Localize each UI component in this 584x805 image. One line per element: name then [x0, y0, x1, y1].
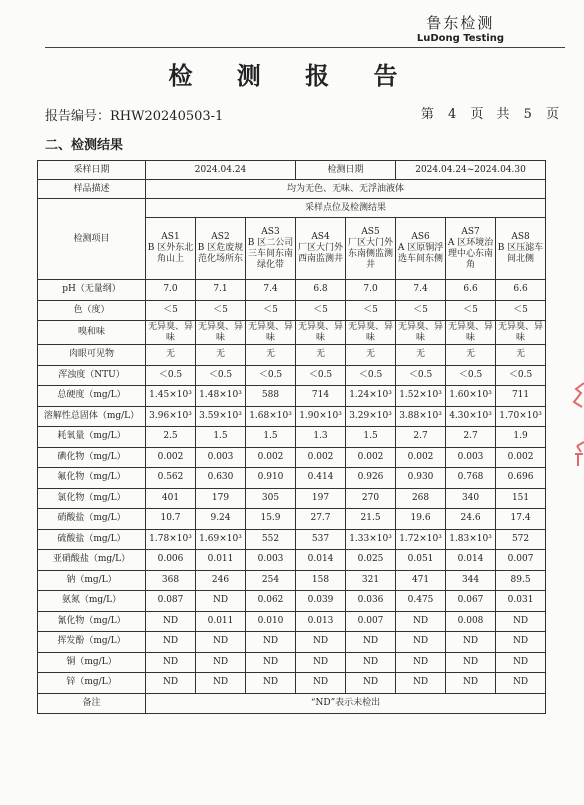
- result-cell: 无: [346, 345, 396, 366]
- sample-desc-label: 样品描述: [38, 180, 146, 199]
- table-row: [38, 488, 546, 509]
- result-cell: 0.926: [346, 468, 396, 489]
- company-name-cn: 鲁东检测: [426, 14, 495, 32]
- table-row: [38, 529, 546, 550]
- item-header: 检测项目: [38, 199, 146, 280]
- result-cell: 21.5: [346, 509, 396, 530]
- table-row: [38, 447, 546, 468]
- result-cell: 0.007: [496, 550, 546, 571]
- result-cell: 0.006: [146, 550, 196, 571]
- result-cell: 9.24: [196, 509, 246, 530]
- result-cell: 1.45×10³: [146, 386, 196, 407]
- result-cell: 0.031: [496, 591, 546, 612]
- table-row: [38, 468, 546, 489]
- result-cell: 无: [146, 345, 196, 366]
- site-code: AS4: [311, 232, 330, 242]
- result-cell: 无: [296, 345, 346, 366]
- red-seal-fragment-bottom: [570, 440, 584, 470]
- test-item-label: 铜（mg/L）: [38, 652, 146, 673]
- table-row: [38, 652, 546, 673]
- report-title: 检 测 报 告: [168, 61, 416, 90]
- result-cell: 197: [296, 488, 346, 509]
- result-cell: 24.6: [446, 509, 496, 530]
- result-cell: 15.9: [246, 509, 296, 530]
- result-cell: ND: [446, 673, 496, 694]
- result-cell: ＜0.5: [346, 365, 396, 386]
- site-header-7: [446, 218, 496, 280]
- result-cell: ND: [146, 673, 196, 694]
- table-row: [38, 280, 546, 301]
- result-cell: ND: [246, 632, 296, 653]
- header-divider: [45, 47, 565, 48]
- result-cell: 179: [196, 488, 246, 509]
- table-row: [38, 345, 546, 366]
- result-cell: 0.036: [346, 591, 396, 612]
- result-cell: ＜5: [496, 300, 546, 321]
- remark-row: [38, 693, 546, 713]
- result-cell: ND: [446, 632, 496, 653]
- test-item-label: 氨氮（mg/L）: [38, 591, 146, 612]
- test-date-label: 检测日期: [296, 161, 396, 180]
- result-cell: 无: [246, 345, 296, 366]
- result-cell: 7.0: [346, 280, 396, 301]
- result-cell: ND: [146, 611, 196, 632]
- result-cell: 368: [146, 570, 196, 591]
- result-cell: 1.68×10³: [246, 406, 296, 427]
- result-cell: 1.5: [346, 427, 396, 448]
- section-title: 二、检测结果: [45, 138, 124, 153]
- remark-text: “ND”表示未检出: [146, 693, 546, 713]
- site-header-4: [296, 218, 346, 280]
- result-cell: 0.002: [296, 447, 346, 468]
- result-cell: 1.52×10³: [396, 386, 446, 407]
- result-cell: 344: [446, 570, 496, 591]
- result-cell: 6.6: [496, 280, 546, 301]
- result-cell: ND: [396, 611, 446, 632]
- info-row-dates: [38, 161, 546, 180]
- table-row: [38, 509, 546, 530]
- result-cell: 588: [246, 386, 296, 407]
- result-cell: 0.002: [346, 447, 396, 468]
- result-cell: 0.010: [246, 611, 296, 632]
- test-item-label: 挥发酚（mg/L）: [38, 632, 146, 653]
- result-cell: 0.002: [146, 447, 196, 468]
- result-cell: 0.003: [246, 550, 296, 571]
- site-code: AS3: [261, 226, 280, 237]
- result-cell: 0.087: [146, 591, 196, 612]
- remark-label: 备注: [38, 693, 146, 713]
- site-header-1: [146, 218, 196, 280]
- site-code: AS5: [361, 226, 380, 237]
- result-cell: 1.33×10³: [346, 529, 396, 550]
- result-cell: 158: [296, 570, 346, 591]
- table-row: [38, 427, 546, 448]
- site-header-2: [196, 218, 246, 280]
- result-cell: 270: [346, 488, 396, 509]
- site-description: 厂区大门外西南监测井: [298, 243, 344, 264]
- result-cell: 552: [246, 529, 296, 550]
- result-cell: 0.002: [496, 447, 546, 468]
- result-cell: ND: [196, 673, 246, 694]
- result-cell: 0.910: [246, 468, 296, 489]
- result-cell: 0.475: [396, 591, 446, 612]
- test-item-label: 锌（mg/L）: [38, 673, 146, 694]
- sampling-date-label: 采样日期: [38, 161, 146, 180]
- result-cell: 1.9: [496, 427, 546, 448]
- result-cell: 268: [396, 488, 446, 509]
- site-description: B 区外东北角山上: [147, 243, 194, 264]
- sampling-date-value: 2024.04.24: [146, 161, 296, 180]
- result-cell: ＜0.5: [496, 365, 546, 386]
- result-cell: ＜0.5: [146, 365, 196, 386]
- result-cell: 0.696: [496, 468, 546, 489]
- result-cell: ND: [496, 673, 546, 694]
- result-cell: 0.067: [446, 591, 496, 612]
- result-cell: 无: [396, 345, 446, 366]
- site-header-6: [396, 218, 446, 280]
- table-row: [38, 386, 546, 407]
- result-cell: 7.4: [396, 280, 446, 301]
- result-cell: 0.630: [196, 468, 246, 489]
- result-cell: ＜5: [396, 300, 446, 321]
- report-number: 报告编号：RHW20240503-1: [45, 109, 224, 124]
- result-cell: 7.4: [246, 280, 296, 301]
- info-row-description: [38, 180, 546, 199]
- company-name-en: LuDong Testing: [416, 33, 504, 44]
- result-cell: ND: [246, 673, 296, 694]
- result-cell: ND: [346, 652, 396, 673]
- table-row: [38, 570, 546, 591]
- result-cell: 471: [396, 570, 446, 591]
- result-cell: ND: [246, 652, 296, 673]
- result-cell: 7.0: [146, 280, 196, 301]
- result-cell: 0.414: [296, 468, 346, 489]
- result-cell: 0.562: [146, 468, 196, 489]
- result-cell: ND: [196, 652, 246, 673]
- result-cell: 0.013: [296, 611, 346, 632]
- page-indicator: 第 4 页 共 5 页: [420, 107, 559, 122]
- result-cell: ＜0.5: [246, 365, 296, 386]
- site-header-8: [496, 218, 546, 280]
- results-table-wrapper: [37, 160, 546, 714]
- result-cell: ＜5: [296, 300, 346, 321]
- result-cell: 0.025: [346, 550, 396, 571]
- result-cell: 254: [246, 570, 296, 591]
- test-date-value: 2024.04.24~2024.04.30: [396, 161, 546, 180]
- test-item-label: 浑浊度（NTU）: [38, 365, 146, 386]
- points-header: 采样点位及检测结果: [146, 199, 546, 218]
- table-row: [38, 611, 546, 632]
- result-cell: ND: [496, 632, 546, 653]
- result-cell: 711: [496, 386, 546, 407]
- test-item-label: 嗅和味: [38, 321, 146, 345]
- test-item-label: 溶解性总固体（mg/L）: [38, 406, 146, 427]
- result-cell: 1.60×10³: [446, 386, 496, 407]
- test-item-label: 硝酸盐（mg/L）: [38, 509, 146, 530]
- result-cell: ND: [396, 632, 446, 653]
- result-cell: ＜0.5: [396, 365, 446, 386]
- result-cell: 0.011: [196, 611, 246, 632]
- result-cell: 401: [146, 488, 196, 509]
- result-cell: ND: [346, 673, 396, 694]
- result-cell: ND: [196, 632, 246, 653]
- result-cell: 89.5: [496, 570, 546, 591]
- test-item-label: 钠（mg/L）: [38, 570, 146, 591]
- result-cell: ND: [346, 632, 396, 653]
- table-row: [38, 632, 546, 653]
- result-cell: 1.78×10³: [146, 529, 196, 550]
- result-cell: 无异臭、异味: [446, 321, 496, 345]
- result-cell: 无: [196, 345, 246, 366]
- result-cell: 1.3: [296, 427, 346, 448]
- result-cell: ＜0.5: [446, 365, 496, 386]
- result-cell: 0.051: [396, 550, 446, 571]
- result-cell: ND: [146, 632, 196, 653]
- result-cell: ＜0.5: [196, 365, 246, 386]
- result-cell: 0.007: [346, 611, 396, 632]
- result-cell: 4.30×10³: [446, 406, 496, 427]
- result-cell: ＜5: [196, 300, 246, 321]
- result-cell: 572: [496, 529, 546, 550]
- result-cell: 1.69×10³: [196, 529, 246, 550]
- result-cell: ＜5: [446, 300, 496, 321]
- result-cell: 246: [196, 570, 246, 591]
- result-cell: 1.72×10³: [396, 529, 446, 550]
- result-cell: 7.1: [196, 280, 246, 301]
- result-cell: 1.48×10³: [196, 386, 246, 407]
- result-cell: 2.5: [146, 427, 196, 448]
- result-cell: 0.014: [446, 550, 496, 571]
- test-item-label: pH（无量纲）: [38, 280, 146, 301]
- table-row: [38, 321, 546, 345]
- site-header-5: [346, 218, 396, 280]
- result-cell: ND: [146, 652, 196, 673]
- result-cell: 0.002: [396, 447, 446, 468]
- result-cell: ＜5: [146, 300, 196, 321]
- site-description: B 区压滤车间北侧: [497, 243, 544, 264]
- result-cell: 19.6: [396, 509, 446, 530]
- result-cell: 无异臭、异味: [346, 321, 396, 345]
- result-cell: 无: [446, 345, 496, 366]
- red-seal-fragment-top: [570, 380, 584, 410]
- header-row-points: [38, 199, 546, 218]
- results-table: [37, 160, 546, 714]
- result-cell: 2.7: [396, 427, 446, 448]
- result-cell: 0.039: [296, 591, 346, 612]
- result-cell: ND: [446, 652, 496, 673]
- result-cell: 27.7: [296, 509, 346, 530]
- table-row: [38, 365, 546, 386]
- result-cell: ND: [296, 652, 346, 673]
- result-cell: 0.011: [196, 550, 246, 571]
- site-description: A 区环境治理中心东南角: [447, 237, 494, 270]
- result-cell: 151: [496, 488, 546, 509]
- result-cell: 0.014: [296, 550, 346, 571]
- sample-desc-value: 均为无色、无味、无浮油液体: [146, 180, 546, 199]
- result-cell: 3.59×10³: [196, 406, 246, 427]
- result-cell: 无异臭、异味: [146, 321, 196, 345]
- result-cell: 537: [296, 529, 346, 550]
- result-cell: 3.96×10³: [146, 406, 196, 427]
- result-cell: 0.768: [446, 468, 496, 489]
- result-cell: 17.4: [496, 509, 546, 530]
- result-cell: 0.062: [246, 591, 296, 612]
- table-row: [38, 300, 546, 321]
- site-description: B 区危废规范化场所东: [197, 243, 244, 264]
- test-item-label: 碘化物（mg/L）: [38, 447, 146, 468]
- result-cell: 0.003: [446, 447, 496, 468]
- result-cell: ＜5: [346, 300, 396, 321]
- result-cell: ND: [396, 673, 446, 694]
- test-item-label: 总硬度（mg/L）: [38, 386, 146, 407]
- result-cell: 无异臭、异味: [396, 321, 446, 345]
- result-cell: 0.930: [396, 468, 446, 489]
- result-cell: 1.24×10³: [346, 386, 396, 407]
- result-cell: 340: [446, 488, 496, 509]
- site-description: 厂区大门外东南侧监测井: [348, 237, 394, 270]
- result-cell: 0.003: [196, 447, 246, 468]
- result-cell: 321: [346, 570, 396, 591]
- result-cell: 305: [246, 488, 296, 509]
- result-cell: 1.83×10³: [446, 529, 496, 550]
- result-cell: 1.70×10³: [496, 406, 546, 427]
- result-cell: 0.008: [446, 611, 496, 632]
- result-cell: ND: [296, 673, 346, 694]
- table-row: [38, 406, 546, 427]
- result-cell: 714: [296, 386, 346, 407]
- result-cell: ＜0.5: [296, 365, 346, 386]
- table-row: [38, 550, 546, 571]
- table-row: [38, 591, 546, 612]
- result-cell: 2.7: [446, 427, 496, 448]
- test-item-label: 耗氧量（mg/L）: [38, 427, 146, 448]
- test-item-label: 亚硝酸盐（mg/L）: [38, 550, 146, 571]
- result-cell: 3.29×10³: [346, 406, 396, 427]
- test-item-label: 氰化物（mg/L）: [38, 611, 146, 632]
- site-description: B 区二公司三车间东南绿化带: [247, 237, 294, 270]
- result-cell: ND: [296, 632, 346, 653]
- result-cell: 3.88×10³: [396, 406, 446, 427]
- result-cell: 6.8: [296, 280, 346, 301]
- test-item-label: 硫酸盐（mg/L）: [38, 529, 146, 550]
- test-item-label: 氟化物（mg/L）: [38, 468, 146, 489]
- site-code: AS8: [511, 232, 530, 242]
- result-cell: 无异臭、异味: [496, 321, 546, 345]
- result-cell: 0.002: [246, 447, 296, 468]
- result-cell: 1.5: [196, 427, 246, 448]
- result-cell: ND: [496, 652, 546, 673]
- result-cell: 1.5: [246, 427, 296, 448]
- site-code: AS2: [211, 232, 230, 242]
- result-cell: 无异臭、异味: [196, 321, 246, 345]
- result-cell: 1.90×10³: [296, 406, 346, 427]
- site-code: AS1: [161, 232, 180, 242]
- test-item-label: 肉眼可见物: [38, 345, 146, 366]
- table-row: [38, 673, 546, 694]
- site-header-3: [246, 218, 296, 280]
- result-cell: 6.6: [446, 280, 496, 301]
- result-cell: 10.7: [146, 509, 196, 530]
- result-cell: 无: [496, 345, 546, 366]
- result-cell: ND: [396, 652, 446, 673]
- result-cell: ＜5: [246, 300, 296, 321]
- result-cell: 无异臭、异味: [246, 321, 296, 345]
- test-item-label: 氯化物（mg/L）: [38, 488, 146, 509]
- test-item-label: 色（度）: [38, 300, 146, 321]
- site-code: AS7: [461, 226, 480, 237]
- result-cell: ND: [496, 611, 546, 632]
- site-code: AS6: [411, 232, 430, 242]
- site-description: A 区原铜浮选车间东侧: [397, 243, 444, 264]
- result-cell: ND: [196, 591, 246, 612]
- company-brand: [417, 14, 504, 45]
- result-cell: 无异臭、异味: [296, 321, 346, 345]
